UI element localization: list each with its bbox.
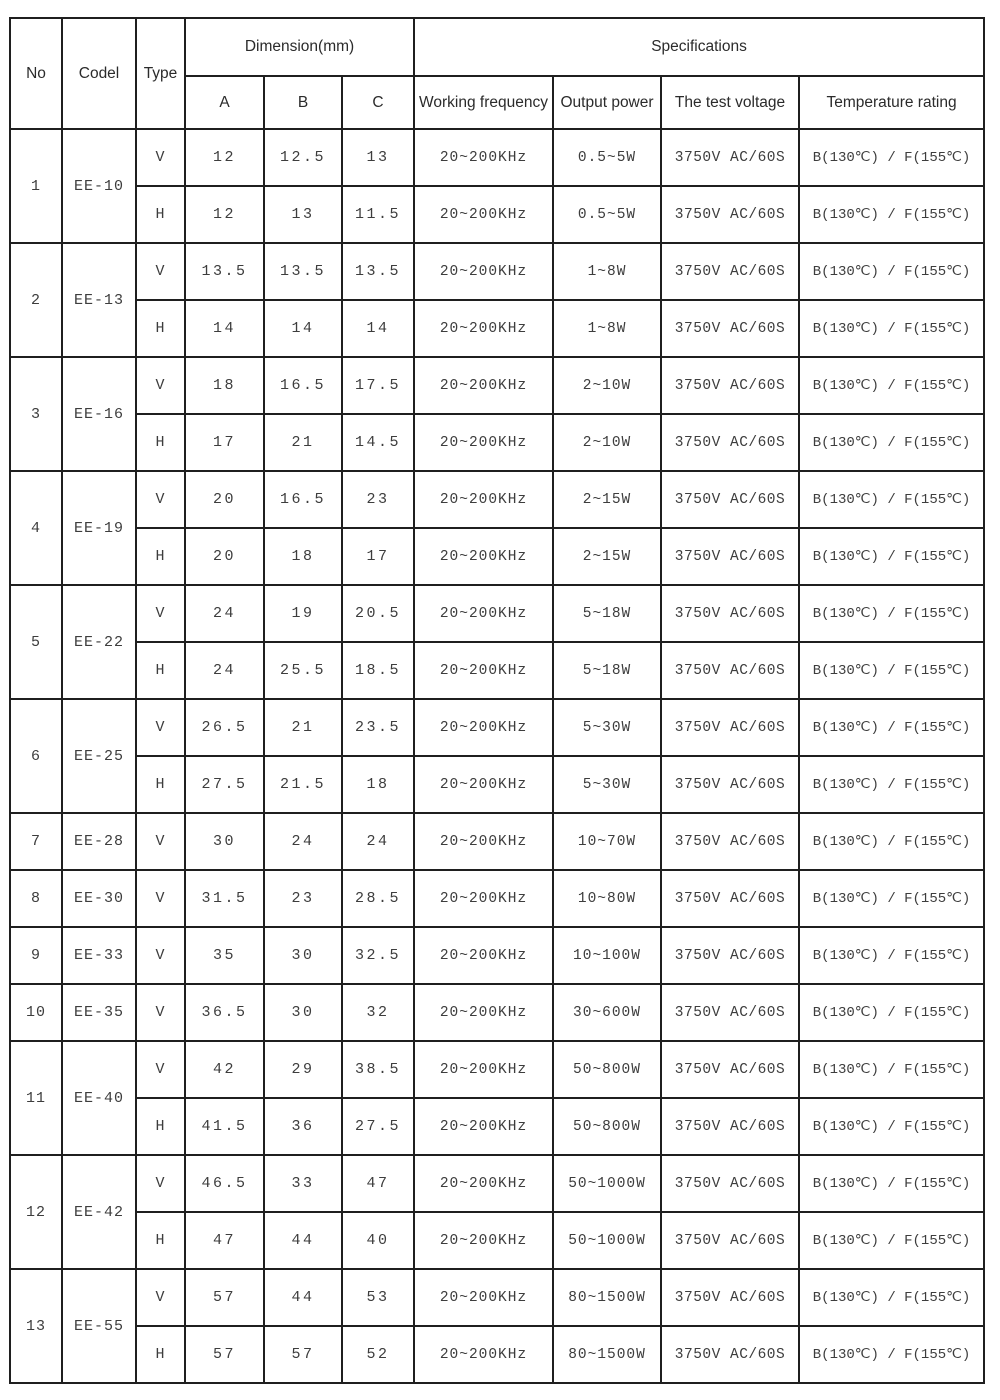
- output-power-cell: 0.5~5W: [553, 129, 661, 186]
- dim-b-cell: 36: [264, 1098, 342, 1155]
- dim-b-cell: 16.5: [264, 357, 342, 414]
- type-cell: V: [136, 129, 185, 186]
- working-frequency-cell: 20~200KHz: [414, 927, 553, 984]
- output-power-cell: 2~10W: [553, 357, 661, 414]
- working-frequency-cell: 20~200KHz: [414, 585, 553, 642]
- no-cell: 13: [10, 1269, 62, 1383]
- dim-b-cell: 21.5: [264, 756, 342, 813]
- working-frequency-cell: 20~200KHz: [414, 1041, 553, 1098]
- dim-b-cell: 21: [264, 414, 342, 471]
- test-voltage-cell: 3750V AC/60S: [661, 129, 799, 186]
- type-cell: H: [136, 414, 185, 471]
- test-voltage-cell: 3750V AC/60S: [661, 1269, 799, 1326]
- dim-a-cell: 30: [185, 813, 264, 870]
- col-header-specifications: Specifications: [414, 18, 984, 76]
- temperature-rating-cell: B(130℃) / F(155℃): [799, 1326, 984, 1383]
- temperature-rating-cell: B(130℃) / F(155℃): [799, 1041, 984, 1098]
- type-cell: V: [136, 927, 185, 984]
- no-cell: 7: [10, 813, 62, 870]
- dim-c-cell: 24: [342, 813, 414, 870]
- dim-c-cell: 27.5: [342, 1098, 414, 1155]
- dim-a-cell: 46.5: [185, 1155, 264, 1212]
- output-power-cell: 2~10W: [553, 414, 661, 471]
- no-cell: 3: [10, 357, 62, 471]
- test-voltage-cell: 3750V AC/60S: [661, 813, 799, 870]
- test-voltage-cell: 3750V AC/60S: [661, 243, 799, 300]
- temperature-rating-cell: B(130℃) / F(155℃): [799, 585, 984, 642]
- output-power-cell: 5~18W: [553, 642, 661, 699]
- output-power-cell: 50~800W: [553, 1041, 661, 1098]
- codel-cell: EE-19: [62, 471, 136, 585]
- table-row: [10, 357, 984, 414]
- header-row-1: [10, 18, 984, 76]
- dim-a-cell: 47: [185, 1212, 264, 1269]
- dim-c-cell: 13: [342, 129, 414, 186]
- type-cell: V: [136, 1041, 185, 1098]
- type-cell: V: [136, 1269, 185, 1326]
- test-voltage-cell: 3750V AC/60S: [661, 357, 799, 414]
- test-voltage-cell: 3750V AC/60S: [661, 927, 799, 984]
- no-cell: 10: [10, 984, 62, 1041]
- codel-cell: EE-35: [62, 984, 136, 1041]
- codel-cell: EE-25: [62, 699, 136, 813]
- dim-a-cell: 14: [185, 300, 264, 357]
- dim-b-cell: 30: [264, 927, 342, 984]
- test-voltage-cell: 3750V AC/60S: [661, 1326, 799, 1383]
- temperature-rating-cell: B(130℃) / F(155℃): [799, 414, 984, 471]
- type-cell: H: [136, 1098, 185, 1155]
- working-frequency-cell: 20~200KHz: [414, 357, 553, 414]
- dim-b-cell: 57: [264, 1326, 342, 1383]
- test-voltage-cell: 3750V AC/60S: [661, 756, 799, 813]
- type-cell: H: [136, 528, 185, 585]
- dim-a-cell: 31.5: [185, 870, 264, 927]
- dim-a-cell: 13.5: [185, 243, 264, 300]
- dim-c-cell: 18.5: [342, 642, 414, 699]
- no-cell: 9: [10, 927, 62, 984]
- output-power-cell: 5~30W: [553, 699, 661, 756]
- table-body: [10, 129, 984, 1383]
- table-row: [10, 1269, 984, 1326]
- no-cell: 11: [10, 1041, 62, 1155]
- table-row: [10, 756, 984, 813]
- test-voltage-cell: 3750V AC/60S: [661, 984, 799, 1041]
- col-header-b: B: [264, 76, 342, 129]
- table-row: [10, 1041, 984, 1098]
- type-cell: V: [136, 699, 185, 756]
- dim-b-cell: 19: [264, 585, 342, 642]
- output-power-cell: 0.5~5W: [553, 186, 661, 243]
- dim-c-cell: 14: [342, 300, 414, 357]
- output-power-cell: 2~15W: [553, 471, 661, 528]
- test-voltage-cell: 3750V AC/60S: [661, 585, 799, 642]
- test-voltage-cell: 3750V AC/60S: [661, 642, 799, 699]
- dim-c-cell: 17: [342, 528, 414, 585]
- dim-b-cell: 33: [264, 1155, 342, 1212]
- temperature-rating-cell: B(130℃) / F(155℃): [799, 528, 984, 585]
- type-cell: V: [136, 1155, 185, 1212]
- dim-a-cell: 20: [185, 528, 264, 585]
- working-frequency-cell: 20~200KHz: [414, 243, 553, 300]
- table-row: [10, 471, 984, 528]
- working-frequency-cell: 20~200KHz: [414, 414, 553, 471]
- type-cell: H: [136, 1326, 185, 1383]
- working-frequency-cell: 20~200KHz: [414, 186, 553, 243]
- type-cell: V: [136, 984, 185, 1041]
- test-voltage-cell: 3750V AC/60S: [661, 1098, 799, 1155]
- dim-c-cell: 53: [342, 1269, 414, 1326]
- temperature-rating-cell: B(130℃) / F(155℃): [799, 1098, 984, 1155]
- no-cell: 5: [10, 585, 62, 699]
- dim-b-cell: 44: [264, 1269, 342, 1326]
- table-row: [10, 585, 984, 642]
- codel-cell: EE-10: [62, 129, 136, 243]
- dim-c-cell: 40: [342, 1212, 414, 1269]
- codel-cell: EE-28: [62, 813, 136, 870]
- dim-c-cell: 23: [342, 471, 414, 528]
- dim-c-cell: 32: [342, 984, 414, 1041]
- dim-a-cell: 20: [185, 471, 264, 528]
- dim-c-cell: 17.5: [342, 357, 414, 414]
- dim-a-cell: 27.5: [185, 756, 264, 813]
- no-cell: 6: [10, 699, 62, 813]
- working-frequency-cell: 20~200KHz: [414, 756, 553, 813]
- output-power-cell: 80~1500W: [553, 1269, 661, 1326]
- dim-a-cell: 57: [185, 1269, 264, 1326]
- type-cell: H: [136, 300, 185, 357]
- table-row: [10, 414, 984, 471]
- dim-c-cell: 52: [342, 1326, 414, 1383]
- dim-c-cell: 47: [342, 1155, 414, 1212]
- test-voltage-cell: 3750V AC/60S: [661, 186, 799, 243]
- dim-a-cell: 12: [185, 186, 264, 243]
- temperature-rating-cell: B(130℃) / F(155℃): [799, 186, 984, 243]
- dim-c-cell: 14.5: [342, 414, 414, 471]
- type-cell: H: [136, 1212, 185, 1269]
- output-power-cell: 30~600W: [553, 984, 661, 1041]
- working-frequency-cell: 20~200KHz: [414, 1098, 553, 1155]
- col-header-dimension: Dimension(mm): [185, 18, 414, 76]
- table-row: [10, 1098, 984, 1155]
- working-frequency-cell: 20~200KHz: [414, 813, 553, 870]
- col-header-type: Type: [136, 18, 185, 129]
- table-row: [10, 528, 984, 585]
- dim-a-cell: 17: [185, 414, 264, 471]
- table-row: [10, 642, 984, 699]
- output-power-cell: 80~1500W: [553, 1326, 661, 1383]
- working-frequency-cell: 20~200KHz: [414, 642, 553, 699]
- temperature-rating-cell: B(130℃) / F(155℃): [799, 1269, 984, 1326]
- col-header-working-frequency: Working frequency: [414, 76, 553, 129]
- test-voltage-cell: 3750V AC/60S: [661, 471, 799, 528]
- dim-a-cell: 35: [185, 927, 264, 984]
- spec-table: [9, 17, 985, 1384]
- working-frequency-cell: 20~200KHz: [414, 1269, 553, 1326]
- temperature-rating-cell: B(130℃) / F(155℃): [799, 813, 984, 870]
- temperature-rating-cell: B(130℃) / F(155℃): [799, 927, 984, 984]
- table-row: [10, 813, 984, 870]
- type-cell: H: [136, 756, 185, 813]
- codel-cell: EE-33: [62, 927, 136, 984]
- output-power-cell: 1~8W: [553, 243, 661, 300]
- working-frequency-cell: 20~200KHz: [414, 129, 553, 186]
- test-voltage-cell: 3750V AC/60S: [661, 414, 799, 471]
- dim-c-cell: 28.5: [342, 870, 414, 927]
- working-frequency-cell: 20~200KHz: [414, 870, 553, 927]
- dim-c-cell: 20.5: [342, 585, 414, 642]
- test-voltage-cell: 3750V AC/60S: [661, 528, 799, 585]
- dim-b-cell: 14: [264, 300, 342, 357]
- dim-c-cell: 38.5: [342, 1041, 414, 1098]
- dim-b-cell: 29: [264, 1041, 342, 1098]
- output-power-cell: 2~15W: [553, 528, 661, 585]
- output-power-cell: 1~8W: [553, 300, 661, 357]
- working-frequency-cell: 20~200KHz: [414, 984, 553, 1041]
- output-power-cell: 50~1000W: [553, 1212, 661, 1269]
- dim-a-cell: 26.5: [185, 699, 264, 756]
- col-header-c: C: [342, 76, 414, 129]
- col-header-codel: Codel: [62, 18, 136, 129]
- test-voltage-cell: 3750V AC/60S: [661, 870, 799, 927]
- temperature-rating-cell: B(130℃) / F(155℃): [799, 870, 984, 927]
- output-power-cell: 5~30W: [553, 756, 661, 813]
- type-cell: H: [136, 642, 185, 699]
- temperature-rating-cell: B(130℃) / F(155℃): [799, 984, 984, 1041]
- col-header-test-voltage: The test voltage: [661, 76, 799, 129]
- working-frequency-cell: 20~200KHz: [414, 471, 553, 528]
- codel-cell: EE-13: [62, 243, 136, 357]
- table-row: [10, 927, 984, 984]
- dim-a-cell: 41.5: [185, 1098, 264, 1155]
- col-header-output-power: Output power: [553, 76, 661, 129]
- table-row: [10, 1212, 984, 1269]
- dim-a-cell: 57: [185, 1326, 264, 1383]
- temperature-rating-cell: B(130℃) / F(155℃): [799, 471, 984, 528]
- output-power-cell: 50~1000W: [553, 1155, 661, 1212]
- dim-b-cell: 18: [264, 528, 342, 585]
- dim-c-cell: 18: [342, 756, 414, 813]
- temperature-rating-cell: B(130℃) / F(155℃): [799, 243, 984, 300]
- working-frequency-cell: 20~200KHz: [414, 1155, 553, 1212]
- no-cell: 4: [10, 471, 62, 585]
- output-power-cell: 10~70W: [553, 813, 661, 870]
- working-frequency-cell: 20~200KHz: [414, 1212, 553, 1269]
- dim-c-cell: 32.5: [342, 927, 414, 984]
- dim-c-cell: 13.5: [342, 243, 414, 300]
- dim-b-cell: 25.5: [264, 642, 342, 699]
- type-cell: V: [136, 471, 185, 528]
- dim-b-cell: 16.5: [264, 471, 342, 528]
- table-row: [10, 1155, 984, 1212]
- temperature-rating-cell: B(130℃) / F(155℃): [799, 1212, 984, 1269]
- test-voltage-cell: 3750V AC/60S: [661, 699, 799, 756]
- dim-b-cell: 24: [264, 813, 342, 870]
- col-header-temperature-rating: Temperature rating: [799, 76, 984, 129]
- temperature-rating-cell: B(130℃) / F(155℃): [799, 129, 984, 186]
- temperature-rating-cell: B(130℃) / F(155℃): [799, 699, 984, 756]
- output-power-cell: 10~100W: [553, 927, 661, 984]
- type-cell: V: [136, 813, 185, 870]
- type-cell: V: [136, 585, 185, 642]
- codel-cell: EE-22: [62, 585, 136, 699]
- codel-cell: EE-42: [62, 1155, 136, 1269]
- test-voltage-cell: 3750V AC/60S: [661, 1212, 799, 1269]
- dim-a-cell: 42: [185, 1041, 264, 1098]
- codel-cell: EE-16: [62, 357, 136, 471]
- type-cell: V: [136, 357, 185, 414]
- no-cell: 12: [10, 1155, 62, 1269]
- table-row: [10, 243, 984, 300]
- test-voltage-cell: 3750V AC/60S: [661, 1155, 799, 1212]
- table-row: [10, 1326, 984, 1383]
- codel-cell: EE-30: [62, 870, 136, 927]
- working-frequency-cell: 20~200KHz: [414, 1326, 553, 1383]
- dim-a-cell: 24: [185, 642, 264, 699]
- no-cell: 2: [10, 243, 62, 357]
- table-row: [10, 129, 984, 186]
- type-cell: V: [136, 243, 185, 300]
- working-frequency-cell: 20~200KHz: [414, 300, 553, 357]
- dim-a-cell: 18: [185, 357, 264, 414]
- output-power-cell: 10~80W: [553, 870, 661, 927]
- working-frequency-cell: 20~200KHz: [414, 528, 553, 585]
- dim-c-cell: 11.5: [342, 186, 414, 243]
- dim-a-cell: 36.5: [185, 984, 264, 1041]
- col-header-no: No: [10, 18, 62, 129]
- temperature-rating-cell: B(130℃) / F(155℃): [799, 357, 984, 414]
- test-voltage-cell: 3750V AC/60S: [661, 1041, 799, 1098]
- temperature-rating-cell: B(130℃) / F(155℃): [799, 756, 984, 813]
- codel-cell: EE-55: [62, 1269, 136, 1383]
- temperature-rating-cell: B(130℃) / F(155℃): [799, 642, 984, 699]
- dim-b-cell: 13: [264, 186, 342, 243]
- dim-c-cell: 23.5: [342, 699, 414, 756]
- dim-b-cell: 21: [264, 699, 342, 756]
- working-frequency-cell: 20~200KHz: [414, 699, 553, 756]
- test-voltage-cell: 3750V AC/60S: [661, 300, 799, 357]
- dim-b-cell: 13.5: [264, 243, 342, 300]
- dim-b-cell: 44: [264, 1212, 342, 1269]
- temperature-rating-cell: B(130℃) / F(155℃): [799, 1155, 984, 1212]
- dim-a-cell: 24: [185, 585, 264, 642]
- table-row: [10, 300, 984, 357]
- dim-a-cell: 12: [185, 129, 264, 186]
- table-header: [10, 18, 984, 129]
- type-cell: H: [136, 186, 185, 243]
- codel-cell: EE-40: [62, 1041, 136, 1155]
- type-cell: V: [136, 870, 185, 927]
- temperature-rating-cell: B(130℃) / F(155℃): [799, 300, 984, 357]
- table-row: [10, 186, 984, 243]
- table-row: [10, 984, 984, 1041]
- table-row: [10, 870, 984, 927]
- dim-b-cell: 12.5: [264, 129, 342, 186]
- dim-b-cell: 30: [264, 984, 342, 1041]
- table-row: [10, 699, 984, 756]
- no-cell: 8: [10, 870, 62, 927]
- no-cell: 1: [10, 129, 62, 243]
- col-header-a: A: [185, 76, 264, 129]
- dim-b-cell: 23: [264, 870, 342, 927]
- output-power-cell: 50~800W: [553, 1098, 661, 1155]
- output-power-cell: 5~18W: [553, 585, 661, 642]
